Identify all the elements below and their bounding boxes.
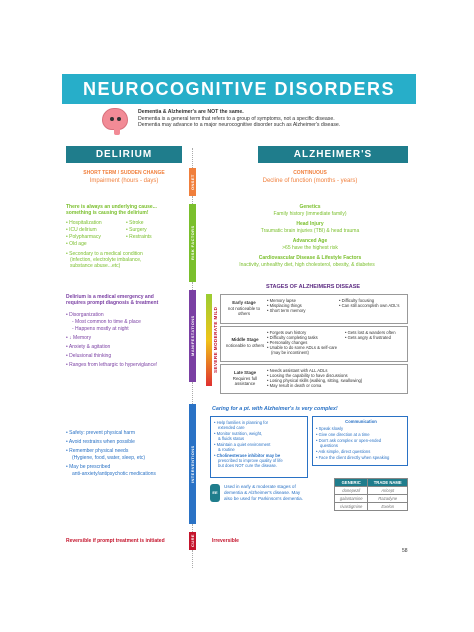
intervention-item-detail: anti-anxiety/antipsychotic medications (72, 471, 156, 477)
delirium-risk-title: something is causing the delirium! (66, 210, 149, 216)
care-item-detail: & fluids status (218, 436, 245, 441)
stage-item: • Needs assistant with ALL ADLs (267, 368, 328, 373)
intro-text (138, 109, 408, 129)
communication-box (312, 416, 408, 466)
table-cell: galantamine (335, 495, 368, 503)
band-onset: ONSET (189, 168, 196, 196)
risk-item-detail: (infection, electrolyte imbalance, (70, 257, 142, 263)
stage-item: • Gets lost & wanders often (345, 330, 396, 335)
intro-heading: Dementia & Alzheimer's are NOT the same. (138, 109, 244, 115)
care-item: • Cholinesterase inhibitor may be (214, 453, 281, 458)
manifestation-item: • Disorganization (66, 312, 104, 318)
divider-dots (192, 382, 193, 404)
intervention-item-detail: (Hygiene, food, water, sleep, etc) (72, 455, 146, 461)
table-cell: Exelon (368, 503, 408, 511)
risk-item: • Old age (66, 241, 87, 247)
table-row (335, 495, 408, 503)
study-sheet (62, 70, 416, 575)
manifestation-item: - Happens mostly at night (72, 326, 129, 332)
stages-title: STAGES OF ALZHEIMERS DISEASE (265, 284, 361, 290)
stage-sub: not noticeable to others (227, 306, 261, 317)
communication-title: Communication (345, 419, 377, 424)
alz-risk-head: Head Injury (296, 221, 324, 227)
pill-bottle-icon: EE (210, 484, 220, 502)
alz-risk-head-sub: Traumatic brain injuries (TBI) & head trauma (260, 228, 360, 234)
care-item: • Maintain a quiet environment (214, 442, 271, 447)
risk-item: • Stroke (126, 220, 144, 226)
care-item: • Monitor nutrition, weight, (214, 431, 263, 436)
stage-sub: noticeable to others (225, 343, 265, 348)
delirium-onset-title: SHORT TERM / SUDDEN CHANGE (83, 170, 165, 176)
table-cell: rivastigmine (335, 503, 368, 511)
care-box (210, 416, 308, 478)
stage-item-detail: (may be incontinent) (271, 350, 309, 355)
alz-cure: Irreversible (212, 538, 239, 544)
medication-note: also be used for Parkinson's dementia. (224, 496, 304, 501)
table-row (335, 487, 408, 495)
stage-label: Late Stage (233, 370, 257, 375)
divider-dots (192, 196, 193, 204)
communication-item: • Face the client directly when speaking (316, 455, 390, 460)
brain-mascot-icon (102, 108, 128, 130)
communication-item: • Give one direction at a time (316, 432, 370, 437)
manifestation-item: • ↓ Memory (66, 335, 92, 341)
communication-item: • Don't ask complex or open-ended (316, 438, 382, 443)
column-header: TRADE NAME (368, 479, 408, 487)
stage-item: • Forgets own history (267, 330, 307, 335)
medication-table (334, 478, 408, 511)
stage-label: Middle Stage (231, 337, 259, 342)
communication-item-detail: questions (320, 443, 338, 448)
alz-risk-cardio-sub: Inactivity, unhealthy diet, high cholesterol, obesity, & diabetes (239, 262, 375, 268)
stage-item: • Difficulty completing tasks (267, 335, 318, 340)
table-cell: donepezil (335, 487, 368, 495)
divider-dots (192, 282, 193, 290)
communication-item: • Speak slowly (316, 426, 344, 431)
late-stage-box (220, 364, 408, 394)
band-interventions: INTERVENTIONS (189, 404, 196, 524)
medication-note: dementia & Alzheimer's disease. May (224, 490, 301, 495)
risk-item: • Surgery (126, 227, 147, 233)
care-title: Caring for a pt. with Alzheimer's is very complex! (212, 406, 338, 412)
band-manifestations: MANIFESTATIONS (189, 290, 196, 382)
divider-dots (192, 550, 193, 568)
intervention-item: • Remember physical needs (66, 448, 129, 454)
delirium-manifestations-title: Delirium is a medical emergency and (66, 294, 154, 300)
alz-risk-genetics-sub: Family history (immediate family) (273, 211, 347, 217)
intro-line: Dementia is a general term that refers to a group of symptoms, not a specific disease. (138, 115, 335, 122)
communication-item: • Ask simple, direct questions (316, 449, 371, 454)
table-header-row (335, 479, 408, 487)
risk-item: • Restraints (126, 234, 152, 240)
table-row (335, 503, 408, 511)
table-cell: Razadyne (368, 495, 408, 503)
care-item-detail: & routine (218, 447, 235, 452)
alz-onset-sub: Decline of function (months - years) (262, 178, 358, 184)
care-item-detail: extended care (218, 425, 245, 430)
stage-item: • Difficulty focusing (339, 298, 375, 303)
risk-item: • Polypharmacy (66, 234, 101, 240)
intervention-item: • May be prescribed (66, 464, 111, 470)
care-item-detail: prescribed to improve quality of life (218, 458, 283, 463)
stage-item: • Short term memory (267, 308, 306, 313)
risk-item: • Secondary to a medical condition (66, 251, 143, 257)
table-cell: Aricept (368, 487, 408, 495)
alz-onset-title: CONTINUOUS (293, 170, 327, 176)
intervention-item: • Safety: prevent physical harm (66, 430, 136, 436)
delirium-cure: Reversible if prompt treatment is initiated (66, 538, 165, 544)
stage-item: • Misplacing things (267, 303, 302, 308)
risk-item: • Hospitalization (66, 220, 102, 226)
intro-line: Dementia may advance to a major neurocognitive disorder such as Alzheimer's disease. (138, 122, 341, 129)
alz-risk-age: Advanced Age (292, 238, 328, 244)
stage-item: • Gets angry & frustrated (345, 335, 391, 340)
column-header: GENERIC (335, 479, 368, 487)
page-number: 58 (402, 548, 408, 554)
stage-label: Early stage (232, 300, 256, 305)
intervention-item: • Avoid restrains when possible (66, 439, 135, 445)
delirium-risk-title: There is always an underlying cause... (66, 204, 157, 210)
band-risk-factors: RISK FACTORS (189, 204, 196, 282)
stage-item: • Loosing the capability to have discussions (267, 373, 348, 378)
page-title: NEUROCOGNITIVE DISORDERS (62, 74, 416, 104)
stage-item: • Can still accomplish own ADL's (339, 303, 400, 308)
manifestation-item: • Delusional thinking (66, 353, 112, 359)
manifestation-item: • Ranges from lethargic to hyperviglance! (66, 362, 158, 368)
care-item: • Help families in planning for (214, 420, 269, 425)
alz-risk-age-sub: >65 have the highest risk (282, 245, 338, 251)
delirium-header: DELIRIUM (66, 146, 182, 163)
risk-item: • ICU delirium (66, 227, 97, 233)
stage-item: • May result in death or coma (267, 383, 322, 388)
early-stage-box (220, 294, 408, 324)
alzheimers-header: ALZHEIMER'S (258, 146, 408, 163)
divider-dots (192, 524, 193, 532)
alz-risk-cardio: Cardiovascular Disease & Lifestyle Factors (258, 255, 362, 261)
delirium-onset-sub: Impairment (hours - days) (89, 178, 159, 184)
care-item-detail: but does NOT cure the disease. (218, 463, 278, 468)
manifestation-item: • Anxiety & agitation (66, 344, 111, 350)
manifestation-item: - Most common to time & place (72, 319, 141, 325)
stage-item: • Losing physical skills (walking, sitting, swallowing) (267, 378, 363, 383)
divider-dots (192, 148, 193, 168)
middle-stage-box (220, 326, 408, 362)
severity-label: SEVERE MODERATE MILD (213, 306, 218, 374)
delirium-manifestations-title: requires prompt diagnosis & treatment (66, 300, 159, 306)
stage-item: • Unable to do some ADLs & self-care (267, 345, 338, 350)
stage-sub: Requires full assistance (232, 376, 258, 387)
band-cure: CURE (189, 532, 196, 550)
risk-item-detail: substance abuse...etc) (70, 263, 121, 269)
stage-item: • Memory lapse (267, 298, 296, 303)
stage-item: • Personality changes (267, 340, 308, 345)
alz-risk-genetics: Genetics (299, 204, 321, 210)
medication-note: Used in early & moderate stages of (224, 484, 296, 489)
